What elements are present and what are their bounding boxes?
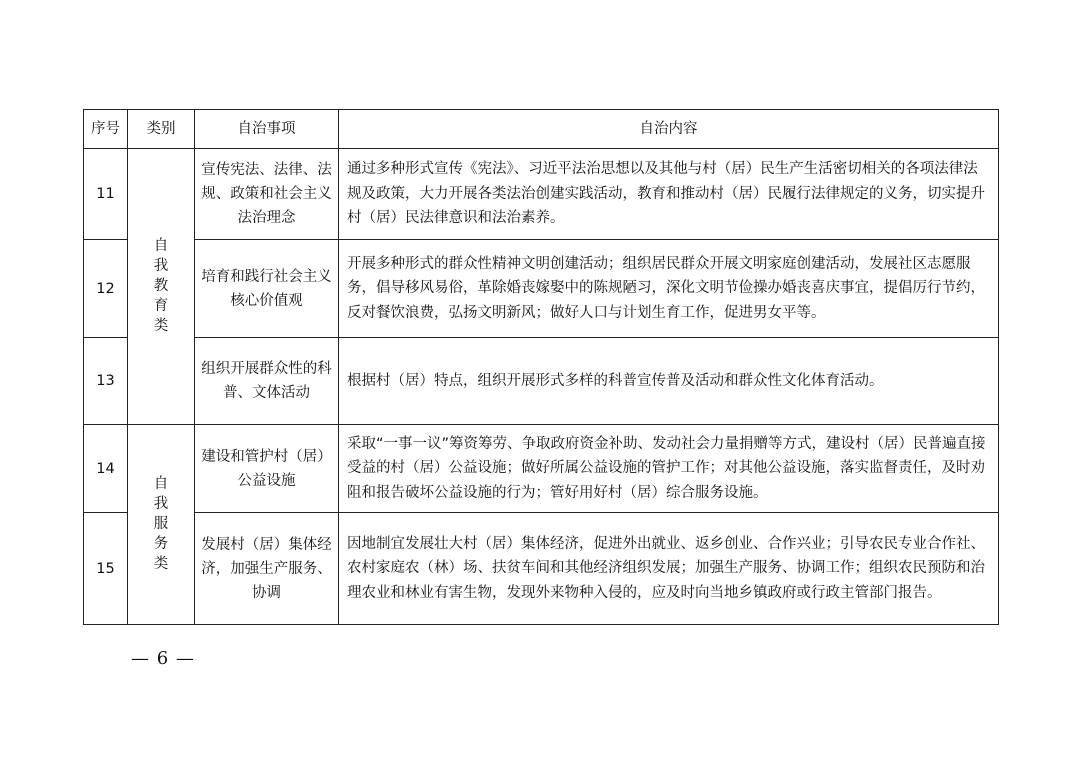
row-number: 14: [84, 425, 128, 513]
row-item: 发展村（居）集体经济，加强生产服务、协调: [195, 513, 339, 625]
table-row: [84, 240, 999, 338]
header-number: 序号: [84, 110, 128, 149]
table-header-row: [84, 110, 999, 149]
row-content: 开展多种形式的群众性精神文明创建活动；组织居民群众开展文明家庭创建活动，发展社区志愿服务，倡导移风易俗，革除婚丧嫁娶中的陈规陋习，深化文明节俭操办婚丧喜庆事宜，提倡厉行节约，反对餐饮浪费，弘扬文明新风；做好人口与计划生育工作，促进男女平等。: [339, 240, 999, 338]
row-item: 建设和管护村（居）公益设施: [195, 425, 339, 513]
category-label: 自我服务类: [153, 475, 169, 572]
row-content: 通过多种形式宣传《宪法》、习近平法治思想以及其他与村（居）民生产生活密切相关的各项法律法规及政策，大力开展各类法治创建实践活动，教育和推动村（居）民履行法律规定的义务，切实提升村（居）民法律意识和法治素养。: [339, 149, 999, 240]
table-row: [84, 149, 999, 240]
header-content: 自治内容: [339, 110, 999, 149]
header-category: 类别: [128, 110, 195, 149]
autonomy-items-table: [83, 109, 999, 625]
row-number: 15: [84, 513, 128, 625]
category-cell: [128, 425, 195, 625]
category-cell: [128, 149, 195, 425]
row-number: 13: [84, 338, 128, 425]
header-item: 自治事项: [195, 110, 339, 149]
table-row: [84, 338, 999, 425]
category-label: 自我教育类: [153, 237, 169, 334]
table-row: [84, 425, 999, 513]
row-item: 培育和践行社会主义核心价值观: [195, 240, 339, 338]
row-content: 因地制宜发展壮大村（居）集体经济，促进外出就业、返乡创业、合作兴业；引导农民专业合作社、农村家庭农（林）场、扶贫车间和其他经济组织发展；加强生产服务、协调工作；组织农民预防和治理农业和林业有害生物，发现外来物种入侵的，应及时向当地乡镇政府或行政主管部门报告。: [339, 513, 999, 625]
row-content: 根据村（居）特点，组织开展形式多样的科普宣传普及活动和群众性文化体育活动。: [339, 338, 999, 425]
table-row: [84, 513, 999, 625]
row-item: 宣传宪法、法律、法规、政策和社会主义法治理念: [195, 149, 339, 240]
page-number: — 6 —: [131, 648, 195, 669]
row-content: 采取“一事一议”筹资筹劳、争取政府资金补助、发动社会力量捐赠等方式，建设村（居）民普遍直接受益的村（居）公益设施；做好所属公益设施的管护工作；对其他公益设施，落实监督责任，及时劝阻和报告破坏公益设施的行为；管好用好村（居）综合服务设施。: [339, 425, 999, 513]
row-number: 11: [84, 149, 128, 240]
row-number: 12: [84, 240, 128, 338]
row-item: 组织开展群众性的科普、文体活动: [195, 338, 339, 425]
